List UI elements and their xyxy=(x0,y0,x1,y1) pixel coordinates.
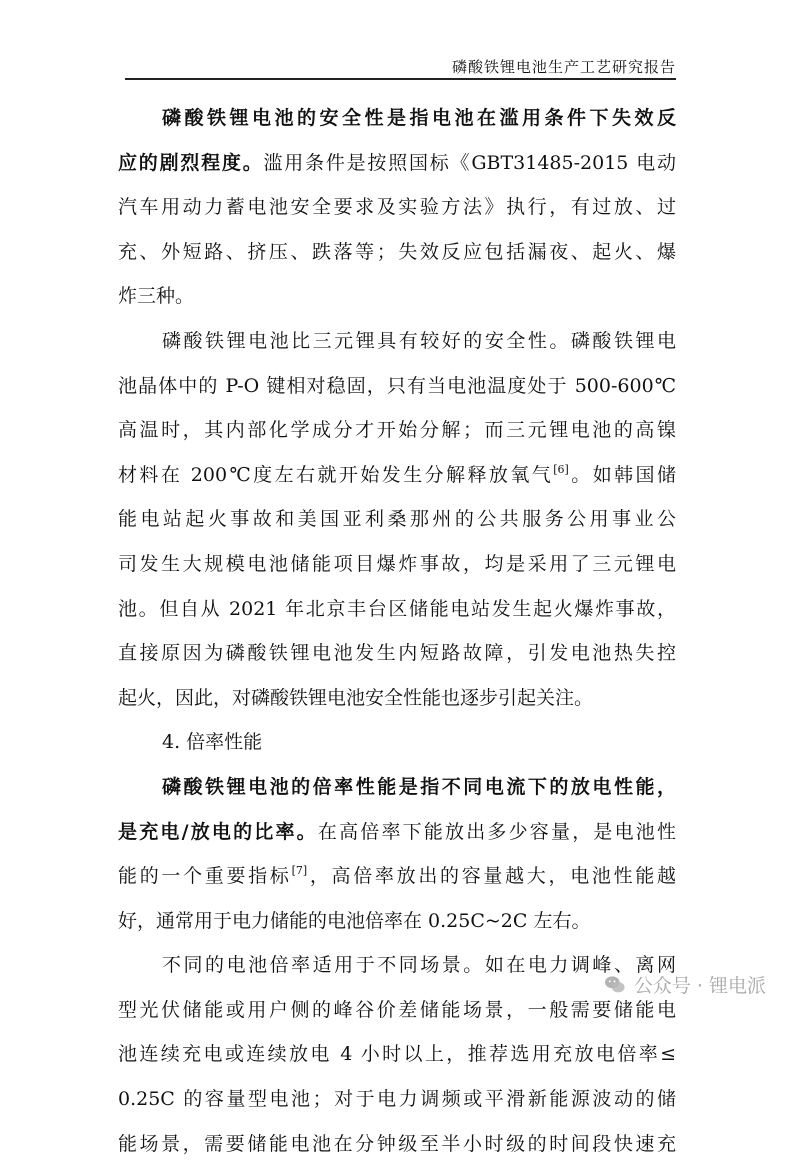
watermark xyxy=(604,971,766,998)
wechat-icon xyxy=(604,975,626,995)
p1-line-2-rest: 滥用条件是按照国标《GBT31485-2015 电动 xyxy=(263,151,676,174)
citation-7: [7] xyxy=(291,864,308,878)
p2-line-9: 起火，因此，对磷酸铁锂电池安全性能也逐步引起关注。 xyxy=(118,686,594,709)
citation-6: [6] xyxy=(553,462,569,476)
page-header xyxy=(125,56,676,80)
p1-line-3: 汽车用动力蓄电池安全要求及实验方法》执行，有过放、过 xyxy=(118,196,676,219)
p1-line-4: 充、外短路、挤压、跌落等；失效反应包括漏夜、起火、爆 xyxy=(118,240,676,263)
p2-line-5: 能电站起火事故和美国亚利桑那州的公共服务公用事业公 xyxy=(118,508,676,531)
p4-line-5: 能场景，需要储能电池在分钟级至半小时级的时间段快速充 xyxy=(118,1132,676,1155)
p2-line-4 xyxy=(118,453,676,498)
p1-line-5: 炸三种。 xyxy=(118,285,195,308)
p3-line-4: 好，通常用于电力储能的电池倍率在 0.25C~2C 左右。 xyxy=(118,909,591,932)
section-heading: 4. 倍率性能 xyxy=(162,731,263,754)
p3-line-2 xyxy=(118,810,676,855)
p4-line-4: 0.25C 的容量型电池；对于电力调频或平滑新能源波动的储 xyxy=(118,1088,676,1111)
p3-line-3-b: ，高倍率放出的容量越大，电池性能越 xyxy=(307,865,676,888)
p4-line-1: 不同的电池倍率适用于不同场景。如在电力调峰、离网 xyxy=(162,954,676,977)
p4-line-3: 池连续充电或连续放电 4 小时以上，推荐选用充放电倍率≤ xyxy=(118,1043,676,1066)
p1-line-2-bold: 应的剧烈程度。 xyxy=(118,151,264,174)
p4-line-2: 型光伏储能或用户侧的峰谷价差储能场景，一般需要储能电 xyxy=(118,998,676,1021)
header-title: 磷酸铁锂电池生产工艺研究报告 xyxy=(451,58,676,76)
p2-line-1: 磷酸铁锂电池比三元锂具有较好的安全性。磷酸铁锂电 xyxy=(162,329,676,352)
p3-line-2-bold: 是充电/放电的比率。 xyxy=(118,820,318,843)
p3-line-2-rest: 在高倍率下能放出多少容量，是电池性 xyxy=(317,820,676,843)
p2-line-4-b: 。如韩国储 xyxy=(568,463,676,486)
p3-line-3 xyxy=(118,854,676,899)
p2-line-8: 直接原因为磷酸铁锂电池发生内短路故障，引发电池热失控 xyxy=(118,642,676,665)
p3-line-1: 磷酸铁锂电池的倍率性能是指不同电流下的放电性能， xyxy=(162,775,676,798)
p2-line-6: 司发生大规模电池储能项目爆炸事故，均是采用了三元锂电 xyxy=(118,552,676,575)
p2-line-3: 高温时，其内部化学成分才开始分解；而三元锂电池的高镍 xyxy=(118,419,676,442)
p2-line-7: 池。但自从 2021 年北京丰台区储能电站发生起火爆炸事故， xyxy=(118,597,676,620)
watermark-text: 公众号 · 锂电派 xyxy=(633,975,766,997)
p2-line-2: 池晶体中的 P-O 键相对稳固，只有当电池温度处于 500-600℃ xyxy=(118,374,676,397)
document-body xyxy=(118,96,676,1166)
p1-line-1: 磷酸铁锂电池的安全性是指电池在滥用条件下失效反 xyxy=(162,107,676,129)
p3-line-3-a: 能的一个重要指标 xyxy=(118,865,292,888)
p2-line-4-a: 材料在 200℃度左右就开始发生分解释放氧气 xyxy=(118,463,554,486)
p1-line-2 xyxy=(118,141,676,186)
